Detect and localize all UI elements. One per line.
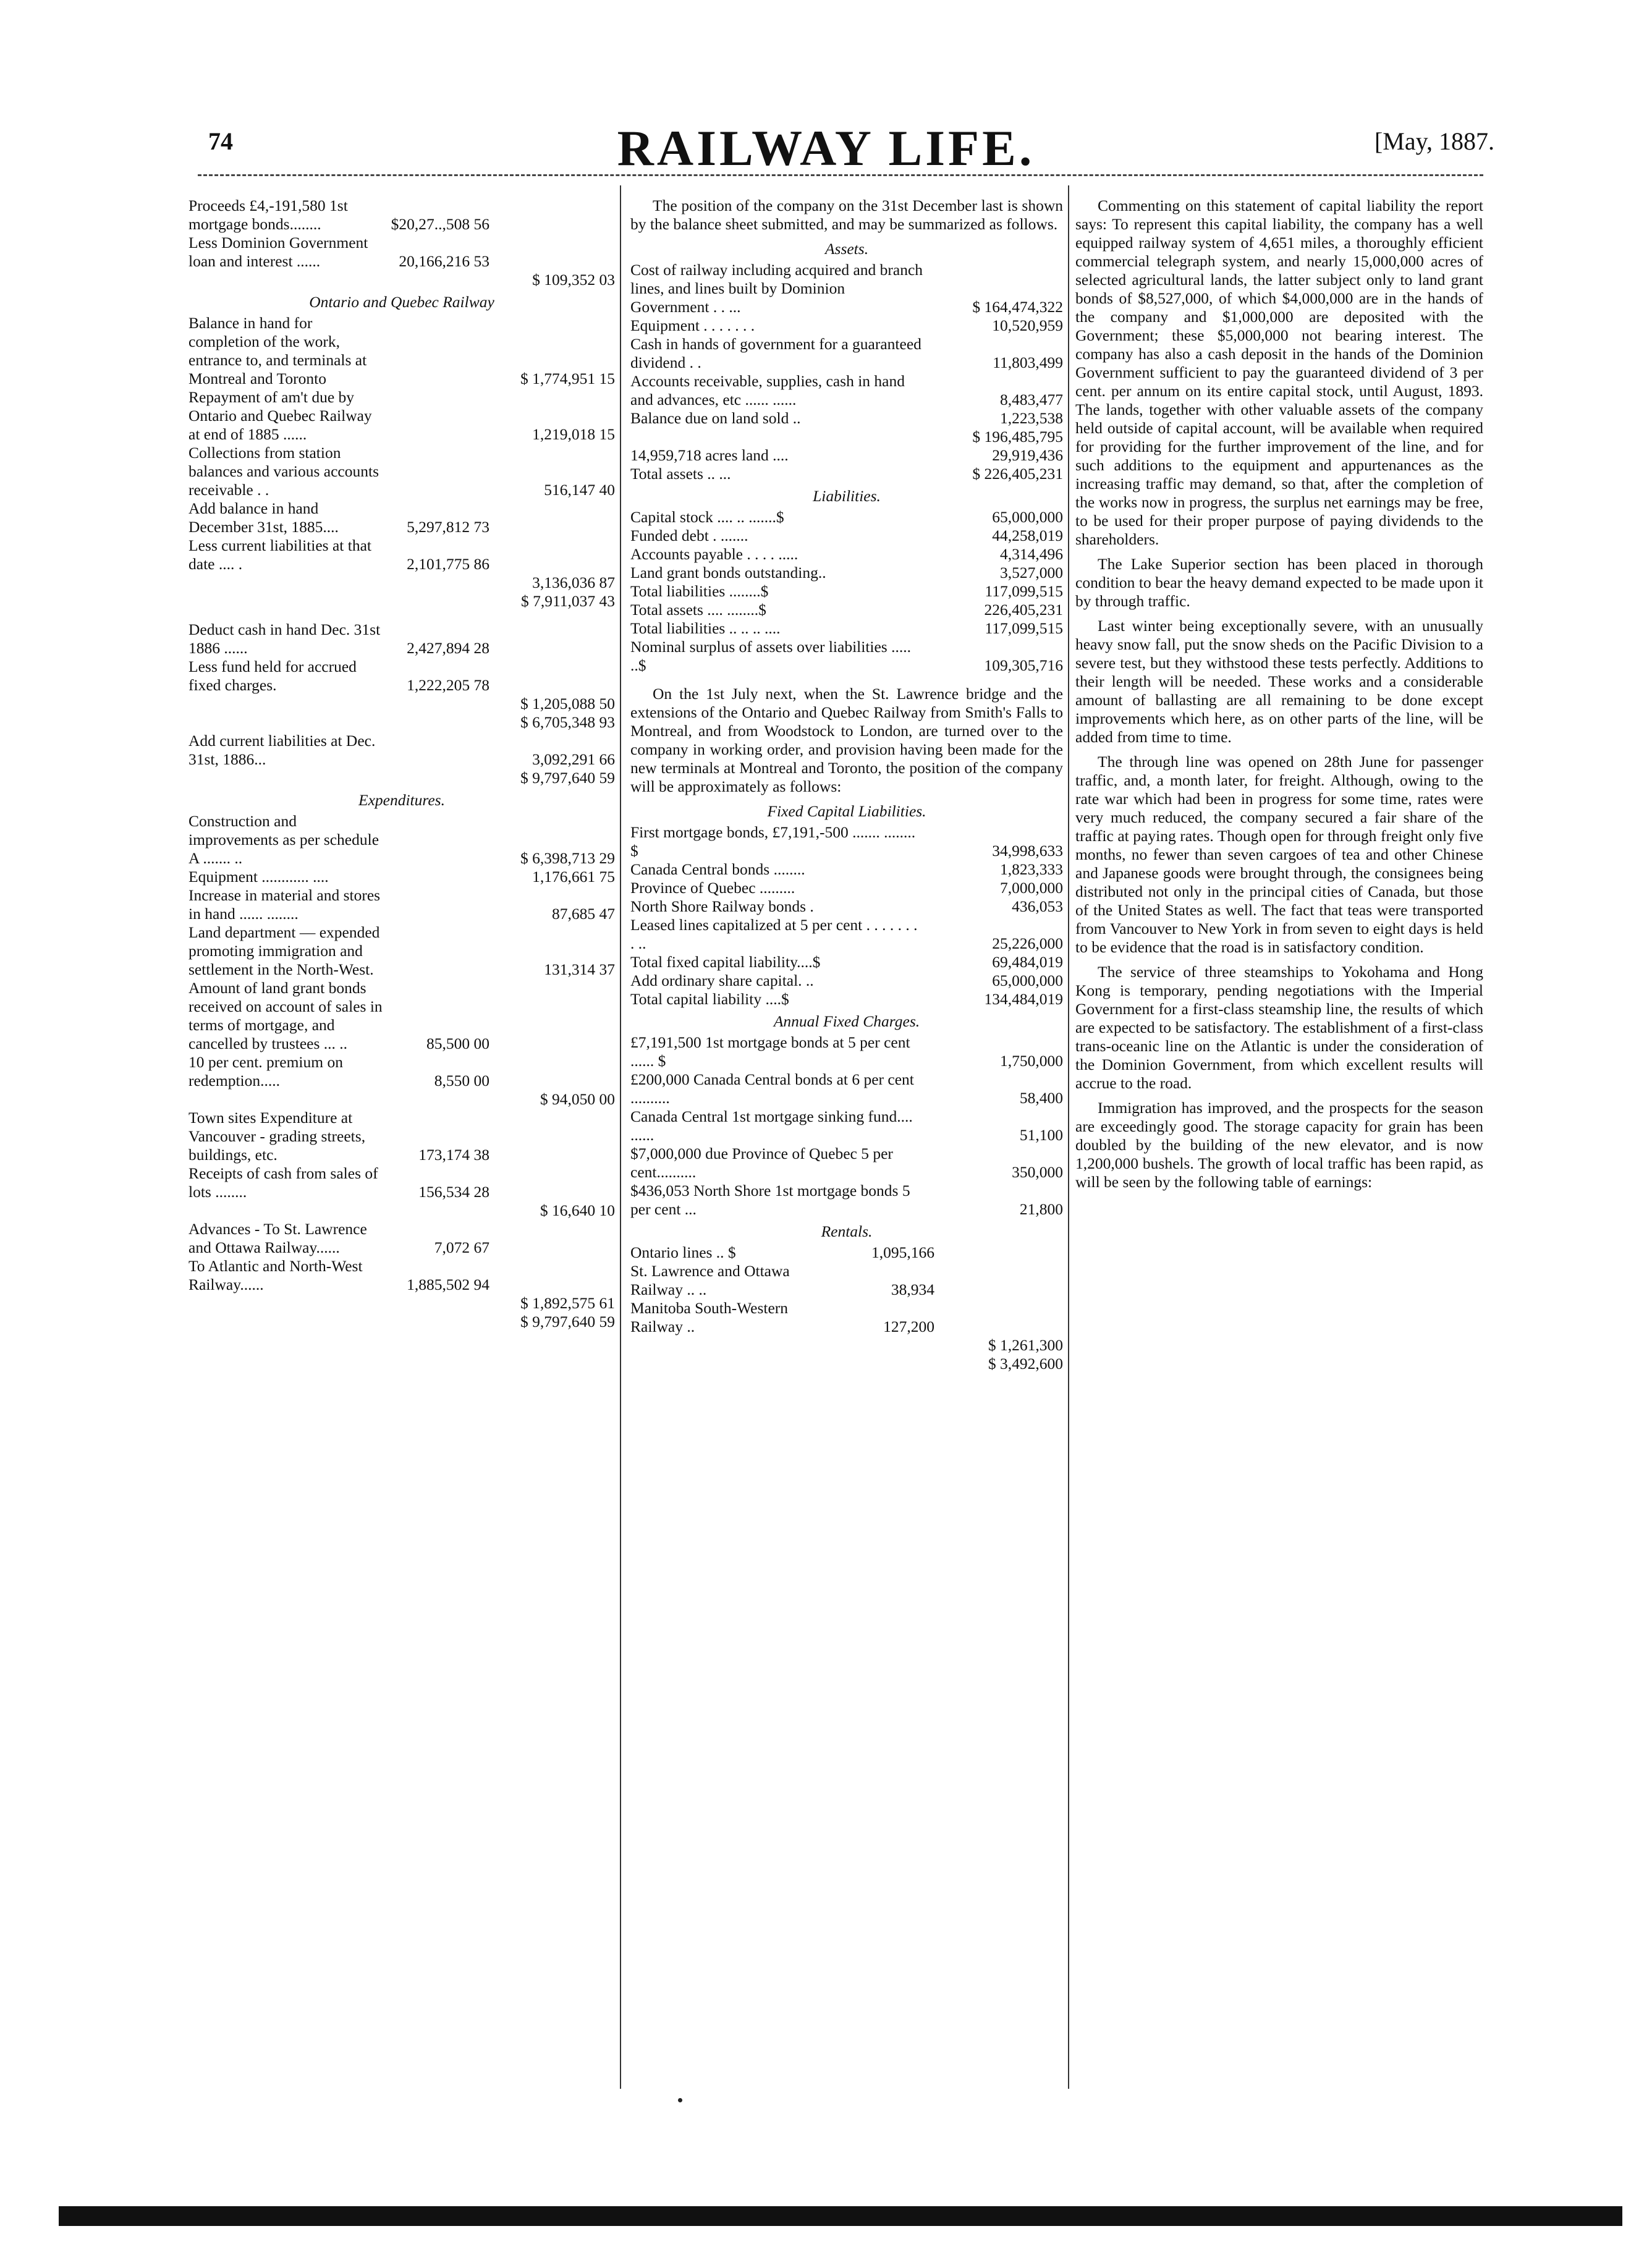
ledger-row — [630, 1145, 1063, 1182]
ledger-amount: 65,000,000 — [992, 971, 1063, 989]
ledger-subamount: 2,101,775 86 — [407, 555, 489, 573]
ledger-label: First mortgage bonds, £7,191,-500 ....... ........ $ — [630, 823, 916, 860]
ledger-label: Less current liabilities at that date .... . — [188, 536, 371, 573]
ledger-amount: 3,136,036 87 — [532, 573, 615, 591]
ledger-row — [630, 1033, 1063, 1070]
article-paragraph: Immigration has improved, and the prospects for the season are exceedingly good. The storage capacity for grain has been doubled by the building of the new elevator, and is now 1,200,000 bushels. The growth of local traffic has been rapid, as will be seen by the following table of earnings: — [1075, 1099, 1483, 1191]
scan-edge-bar — [59, 2206, 1622, 2226]
ledger-amount: 1,223,538 — [1000, 409, 1063, 427]
ledger-row — [630, 527, 1063, 545]
ledger-row — [630, 1070, 1063, 1107]
ledger-amount: $ 109,352 03 — [532, 271, 615, 289]
ledger-label: Add ordinary share capital. .. — [630, 971, 814, 989]
ledger-label: Manitoba South-Western Railway .. — [630, 1299, 789, 1335]
ledger-row — [188, 923, 615, 979]
ledger-amount: 117,099,515 — [985, 582, 1063, 600]
ledger-row — [188, 271, 615, 289]
ledger-row — [188, 713, 615, 732]
ledger-subamount: 85,500 00 — [426, 1035, 489, 1052]
ledger-label: Equipment ............ .... — [188, 868, 329, 886]
ledger-label: To Atlantic and North-West Railway...... — [188, 1257, 363, 1293]
ledger-amount: $ 6,398,713 29 — [520, 849, 615, 867]
ledger-amount: 8,483,477 — [1000, 391, 1063, 408]
ledger-row — [630, 409, 1063, 428]
ledger-label: Land department — expended promoting immigration and settlement in the North-West. — [188, 923, 380, 978]
ledger-amount: 3,527,000 — [1000, 564, 1063, 582]
ledger-row — [630, 508, 1063, 527]
ledger-label: $436,053 North Shore 1st mortgage bonds 5 per cent ... — [630, 1182, 910, 1218]
ledger-row — [630, 1107, 1063, 1145]
ledger-amount: 69,484,019 — [992, 953, 1063, 971]
ledger-label: Total liabilities ........$ — [630, 582, 769, 600]
ledger-row — [630, 545, 1063, 564]
header-rule — [198, 174, 1483, 176]
ledger-amount: $ 9,797,640 59 — [520, 1313, 615, 1331]
ledger-row — [188, 1109, 615, 1164]
article-paragraph: The Lake Superior section has been placed in thorough condition to bear the heavy demand expected to be made upon it by through traffic. — [1075, 555, 1483, 610]
ledger-label: Total liabilities .. .. .. .... — [630, 619, 781, 637]
ledger-label: Total assets .... ........$ — [630, 601, 766, 619]
article-paragraph: Commenting on this statement of capital liability the report says: To represent this capital liability, the company has a well equipped railway system of 4,651 miles, a thoroughly efficient commercial telegraph system, and nearly 15,000,000 acres of selected agricultural lands, the latter subject only to land grant bonds of $8,527,000, of which $4,000,000 are in the hands of the company and $1,000,000 are deposited with the Government; these $5,000,000 not bearing interest. The company has also a cash deposit in the hands of the Dominion Government sufficient to pay the guaranteed dividend of 3 per cent. per annum on its entire capital stock, until August, 1893. The lands, together with other valuable assets of the company held outside of capital account, will be available when required for providing for the further improvement of the line, and for such additions to the equipment and appurtenances as the increasing traffic may demand, so that, after the completion of the works now in progress, the surplus net earnings may be free, to be used for their proper purpose of paying dividends to the shareholders. — [1075, 197, 1483, 548]
fixed-capital-table — [630, 823, 1063, 1009]
ledger-amount: $ 3,492,600 — [988, 1355, 1063, 1373]
ledger-label: Amount of land grant bonds received on account of sales in terms of mortgage, and cancelled by trustees ... .. — [188, 979, 383, 1052]
ledger-row — [188, 769, 615, 787]
ledger-amount: $ 7,911,037 43 — [520, 592, 615, 610]
ledger-label: 10 per cent. premium on redemption..... — [188, 1053, 343, 1090]
ledger-amount: $ 226,405,231 — [972, 465, 1063, 483]
ledger-row — [630, 261, 1063, 316]
ledger-row — [188, 695, 615, 713]
ledger-row — [188, 1294, 615, 1313]
ledger-label: Proceeds £4,-191,580 1st mortgage bonds........ — [188, 197, 348, 233]
ledger-label: Capital stock .... .. .......$ — [630, 508, 784, 526]
ledger-row — [188, 868, 615, 886]
subheading-assets: Assets. — [824, 240, 869, 258]
ledger-label: Accounts receivable, supplies, cash in hand and advances, etc ...... ...... — [630, 372, 905, 408]
ledger-label: Cost of railway including acquired and branch lines, and lines built by Dominion Government . . ... — [630, 261, 923, 316]
ledger-row — [188, 812, 615, 868]
ledger-row — [630, 316, 1063, 335]
ledger-subamount: 1,885,502 94 — [407, 1276, 489, 1293]
ledger-amount: 109,305,716 — [984, 656, 1063, 674]
ledger-amount: 436,053 — [1012, 897, 1063, 915]
ledger-amount: 516,147 40 — [544, 481, 615, 499]
ledger-subamount: $20,27..,508 56 — [391, 215, 489, 233]
ledger-amount: 34,998,633 — [992, 842, 1063, 860]
ledger-amount: 4,314,496 — [1000, 545, 1063, 563]
ledger-amount: 25,226,000 — [992, 934, 1063, 952]
ledger-label: Cash in hands of government for a guaranteed dividend . . — [630, 335, 921, 371]
ledger-row — [630, 335, 1063, 372]
ledger-amount: 7,000,000 — [1000, 879, 1063, 897]
ledger-amount: 1,219,018 15 — [532, 425, 615, 443]
subheading-ontario-quebec: Ontario and Quebec Railway — [309, 293, 494, 311]
ledger-amount: 10,520,959 — [992, 316, 1063, 334]
ledger-label: £200,000 Canada Central bonds at 6 per cent .......... — [630, 1070, 914, 1107]
subheading-liabilities: Liabilities. — [813, 487, 881, 505]
ledger-label: £7,191,500 1st mortgage bonds at 5 per cent ...... $ — [630, 1033, 910, 1070]
ledger-label: Total capital liability ....$ — [630, 990, 789, 1008]
column-right — [1075, 197, 1483, 1198]
ledger-amount: $ 1,774,951 15 — [520, 370, 615, 387]
ledger-label: Nominal surplus of assets over liabilities ..... ..$ — [630, 638, 911, 674]
column-divider-2 — [1068, 185, 1069, 2089]
ledger-row — [188, 1164, 615, 1201]
deductions-section — [188, 620, 615, 787]
ledger-label: Accounts payable . . . . ..... — [630, 545, 798, 563]
ledger-label: Deduct cash in hand Dec. 31st 1886 ...... — [188, 620, 381, 657]
ledger-row — [188, 234, 615, 271]
masthead-title: RAILWAY LIFE. — [617, 120, 1035, 176]
ledger-label: Increase in material and stores in hand ...... ........ — [188, 886, 381, 923]
ledger-label: Ontario lines .. $ — [630, 1243, 736, 1261]
ledger-label: Construction and improvements as per schedule A ....... .. — [188, 812, 379, 867]
ledger-row — [188, 732, 615, 769]
ledger-row — [630, 1355, 1063, 1373]
ledger-amount: 350,000 — [1012, 1163, 1063, 1181]
ledger-row — [188, 1257, 615, 1294]
ledger-subamount: 7,072 67 — [434, 1238, 489, 1256]
ledger-row — [188, 388, 615, 444]
ledger-amount: $ 16,640 10 — [540, 1201, 615, 1219]
position-paragraph: On the 1st July next, when the St. Lawrence bridge and the extensions of the Ontario and Quebec Railway from Smith's Falls to Montreal, and from Woodstock to London, are turned over to the company in working order, and provision having been made for the new terminals at Montreal and Toronto, the position of the company will be approximately as follows: — [630, 685, 1063, 795]
ledger-subamount: 127,200 — [883, 1318, 934, 1335]
ledger-row — [630, 372, 1063, 409]
ledger-row — [188, 1220, 615, 1257]
ledger-row — [188, 499, 615, 536]
ledger-row — [630, 1299, 1063, 1336]
ledger-label: Land grant bonds outstanding.. — [630, 564, 826, 582]
subheading-fixed-capital: Fixed Capital Liabilities. — [767, 802, 926, 820]
article-paragraph: The through line was opened on 28th June for passenger traffic, and, a month later, for freight. Although, owing to the rate war which had been in progress for some time, rates were very much reduced, the company secured a fair share of the traffic at paying rates. Though open for through freight only five months, no fewer than seven cargoes of tea and other Chinese and Japanese goods were brought through, the consignees being distributed not only in the principal cities of Canada, but those of the United States as well. The fact that teas were transported from Vancouver to New York in from seven to eight days is held to be evidence that the road is in satisfactory condition. — [1075, 753, 1483, 956]
ledger-label: Balance due on land sold .. — [630, 409, 801, 427]
column-middle — [630, 197, 1063, 1373]
ledger-amount: 44,258,019 — [992, 527, 1063, 544]
ledger-amount: $ 6,705,348 93 — [520, 713, 615, 731]
assets-table — [630, 261, 1063, 483]
ledger-row — [188, 592, 615, 611]
ledger-row — [630, 1182, 1063, 1219]
ledger-amount: 3,092,291 66 — [532, 750, 615, 768]
ledger-row — [630, 823, 1063, 860]
ledger-label: Advances - To St. Lawrence and Ottawa Railway...... — [188, 1220, 367, 1256]
ledger-amount: 134,484,019 — [984, 990, 1063, 1008]
ledger-amount: $ 9,797,640 59 — [520, 769, 615, 787]
ledger-label: Canada Central 1st mortgage sinking fund.... ...... — [630, 1107, 913, 1144]
ledger-amount: $ 196,485,795 — [972, 428, 1063, 446]
ledger-subamount: 20,166,216 53 — [399, 252, 489, 270]
article-paragraph: The service of three steamships to Yokohama and Hong Kong is temporary, pending negotiations with the Imperial Government for a first-class steamship line, the results of which are expected to be satisfactory. The establishment of a first-class trans-oceanic line on the Atlantic is under the consideration of the Dominion Government, from which excellent results will accrue to the road. — [1075, 963, 1483, 1092]
ledger-label: Province of Quebec ......... — [630, 879, 795, 897]
issue-date: [May, 1887. — [1374, 127, 1494, 155]
ledger-subamount: 2,427,894 28 — [407, 639, 489, 657]
ledger-label: Total assets .. ... — [630, 465, 731, 483]
ledger-subamount: 173,174 38 — [418, 1146, 489, 1164]
ledger-label: North Shore Railway bonds . — [630, 897, 814, 915]
ledger-row — [630, 879, 1063, 897]
ledger-row — [630, 465, 1063, 483]
ledger-row — [630, 916, 1063, 953]
ledger-row — [188, 620, 615, 658]
ledger-label: Receipts of cash from sales of lots ........ — [188, 1164, 378, 1201]
expenditures-section — [188, 812, 615, 1331]
ledger-amount: 1,750,000 — [1000, 1052, 1063, 1070]
ledger-row — [188, 1313, 615, 1331]
ledger-amount: 58,400 — [1019, 1089, 1063, 1107]
ledger-label: Less fund held for accrued fixed charges. — [188, 658, 357, 694]
ledger-row — [188, 573, 615, 592]
ledger-amount: 11,803,499 — [993, 353, 1063, 371]
ledger-amount: 29,919,436 — [992, 446, 1063, 464]
ledger-row — [630, 564, 1063, 582]
ledger-row — [630, 446, 1063, 465]
ledger-subamount: 38,934 — [891, 1280, 934, 1298]
ledger-row — [188, 979, 615, 1053]
ledger-row — [630, 638, 1063, 675]
position-intro: The position of the company on the 31st December last is shown by the balance sheet submitted, and may be summarized as follows. — [630, 197, 1063, 233]
ledger-amount: 131,314 37 — [544, 960, 615, 978]
ledger-row — [188, 314, 615, 388]
ledger-label: Repayment of am't due by Ontario and Quebec Railway at end of 1885 ...... — [188, 388, 372, 443]
rentals-table — [630, 1243, 1063, 1373]
subheading-rentals: Rentals. — [821, 1222, 873, 1240]
ledger-label: 14,959,718 acres land .... — [630, 446, 789, 464]
ledger-amount: $ 1,261,300 — [988, 1336, 1063, 1354]
ledger-label: St. Lawrence and Ottawa Railway .. .. — [630, 1262, 790, 1298]
ledger-label: Equipment . . . . . . . — [630, 316, 755, 334]
ledger-subamount: 1,222,205 78 — [407, 676, 489, 694]
column-divider-1 — [620, 185, 621, 2089]
ledger-amount: $ 1,892,575 61 — [520, 1294, 615, 1312]
ledger-row — [188, 1201, 615, 1220]
ledger-amount: 87,685 47 — [552, 905, 615, 923]
ledger-row — [630, 428, 1063, 446]
ledger-row — [630, 582, 1063, 601]
ledger-row — [630, 619, 1063, 638]
ledger-row — [630, 971, 1063, 990]
ledger-row — [630, 860, 1063, 879]
ledger-row — [188, 658, 615, 695]
subheading-expenditures: Expenditures. — [358, 791, 445, 809]
ledger-label: Add balance in hand December 31st, 1885.... — [188, 499, 339, 536]
ledger-amount: $ 94,050 00 — [540, 1090, 615, 1108]
ledger-row — [188, 197, 615, 234]
ledger-subamount: 8,550 00 — [434, 1072, 489, 1090]
ledger-label: Funded debt . ....... — [630, 527, 748, 544]
ledger-label: Total fixed capital liability....$ — [630, 953, 821, 971]
article-paragraph: Last winter being exceptionally severe, with an unusually heavy snow fall, put the snow sheds on the Pacific Division to a severe test, but they withstood these tests perfectly. Additions to their length will be needed. These works and a considerable amount of ballasting are all remaining to be done except improvements which here, as on other parts of the line, will be added from time to time. — [1075, 617, 1483, 746]
ledger-row — [188, 886, 615, 923]
ledger-amount: 65,000,000 — [992, 508, 1063, 526]
ledger-row — [630, 953, 1063, 971]
ledger-amount: 117,099,515 — [985, 619, 1063, 637]
ledger-row — [188, 1053, 615, 1090]
ledger-label: Balance in hand for completion of the work, entrance to, and terminals at Montreal and Toronto — [188, 314, 367, 387]
ledger-amount: 226,405,231 — [984, 601, 1063, 619]
column-left — [188, 197, 615, 1331]
ledger-amount: 1,823,333 — [1000, 860, 1063, 878]
ledger-row — [630, 1243, 1063, 1262]
ledger-label: Collections from station balances and various accounts receivable . . — [188, 444, 379, 499]
ledger-amount: 1,176,661 75 — [532, 868, 615, 886]
ledger-label: $7,000,000 due Province of Quebec 5 per cent.......... — [630, 1145, 893, 1181]
ledger-subamount: 1,095,166 — [871, 1243, 934, 1261]
annual-charges-table — [630, 1033, 1063, 1219]
ledger-amount: $ 1,205,088 50 — [520, 695, 615, 713]
ledger-label: Leased lines capitalized at 5 per cent . . . . . . . . .. — [630, 916, 918, 952]
ledger-row — [630, 601, 1063, 619]
ledger-subamount: 156,534 28 — [418, 1183, 489, 1201]
subheading-annual-charges: Annual Fixed Charges. — [773, 1012, 920, 1030]
ledger-subamount: 5,297,812 73 — [407, 518, 489, 536]
ledger-label: Add current liabilities at Dec. 31st, 1886... — [188, 732, 376, 768]
liabilities-table — [630, 508, 1063, 675]
ontario-quebec-section — [188, 314, 615, 611]
ledger-row — [188, 1090, 615, 1109]
ledger-row — [188, 536, 615, 573]
proceeds-section — [188, 197, 615, 289]
ledger-label: Less Dominion Government loan and interest ...... — [188, 234, 368, 270]
page-number: 74 — [208, 127, 233, 155]
ledger-row — [630, 897, 1063, 916]
stray-mark — [678, 2098, 682, 2102]
ledger-row — [630, 990, 1063, 1009]
ledger-label: Town sites Expenditure at Vancouver - grading streets, buildings, etc. — [188, 1109, 366, 1164]
ledger-row — [630, 1262, 1063, 1299]
ledger-amount: $ 164,474,322 — [972, 298, 1063, 316]
ledger-amount: 21,800 — [1019, 1200, 1063, 1218]
ledger-row — [188, 444, 615, 499]
ledger-row — [630, 1336, 1063, 1355]
ledger-label: Canada Central bonds ........ — [630, 860, 805, 878]
ledger-amount: 51,100 — [1019, 1126, 1063, 1144]
